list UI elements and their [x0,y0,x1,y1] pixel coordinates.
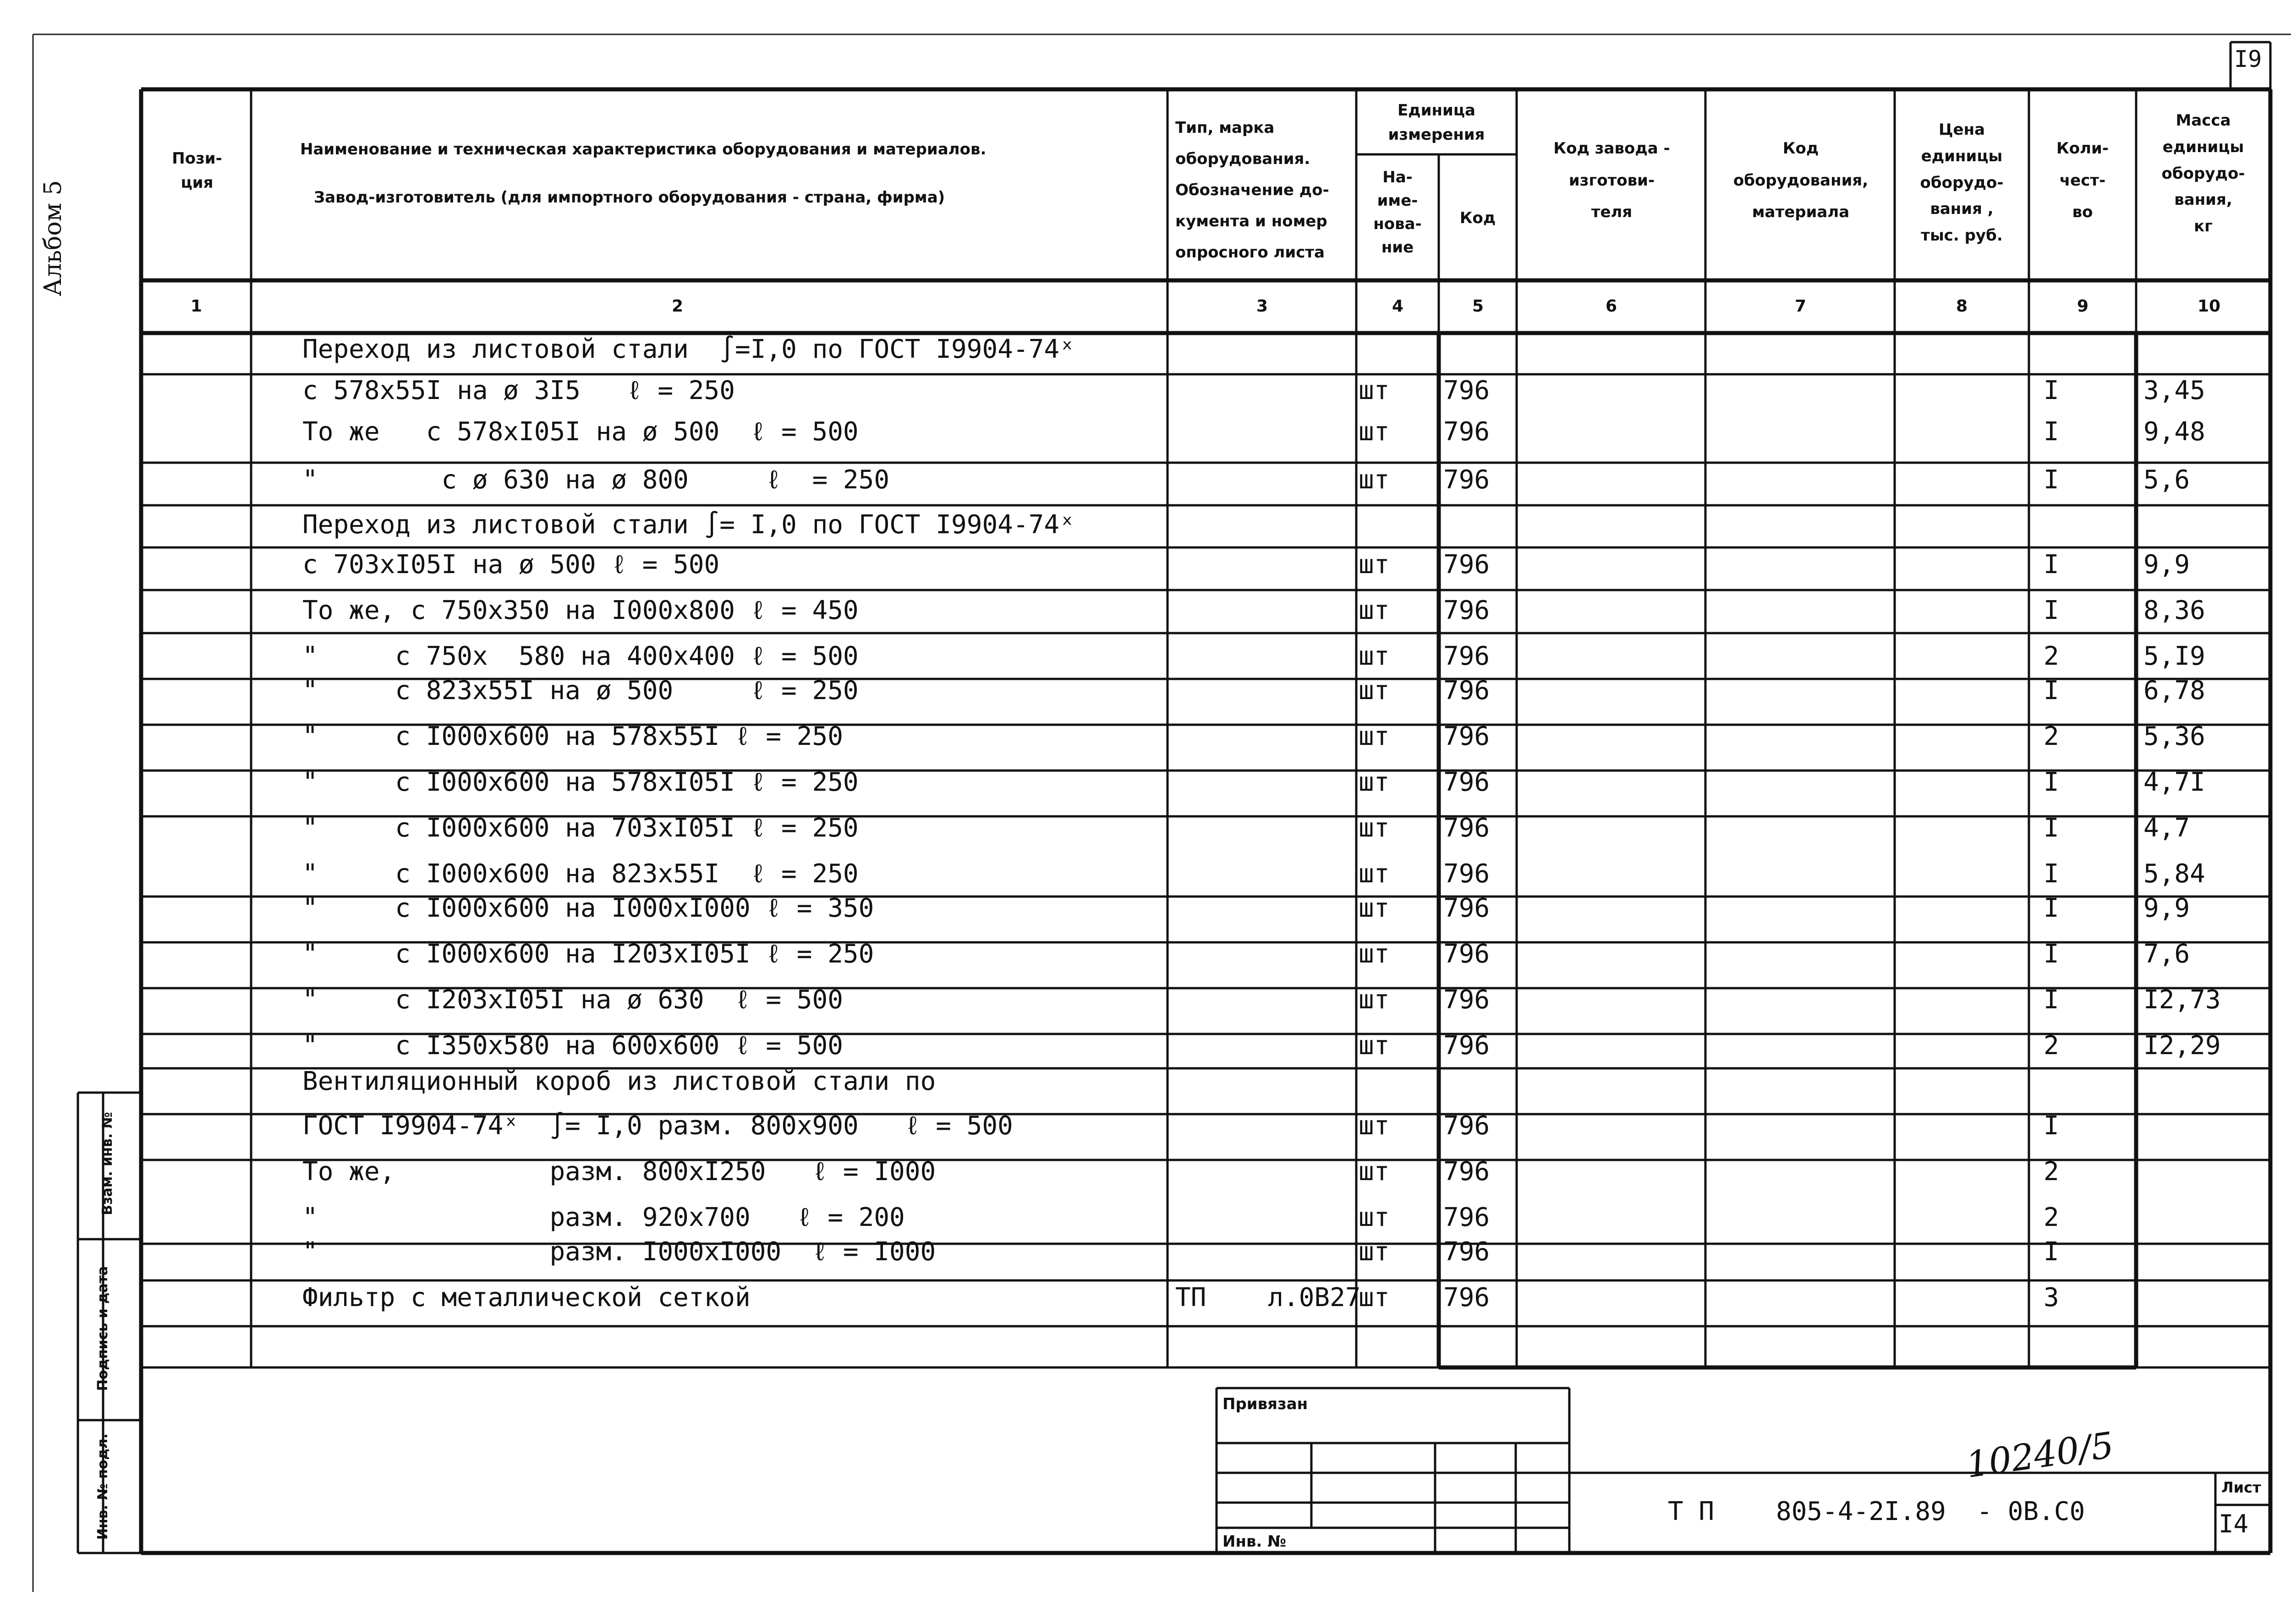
row-name: " с I350x580 на 600x600 ℓ = 500 [302,1031,843,1061]
row-mass: 3,45 [2143,376,2205,405]
row-quantity: 2 [2044,1157,2059,1187]
row-mass: 5,36 [2143,722,2205,751]
row-unit-code: 796 [1443,550,1490,580]
row-mass: 7,6 [2143,939,2190,969]
row-quantity: 2 [2044,641,2059,671]
row-name: " с I000x600 на 703xI05I ℓ = 250 [302,813,859,843]
row-mass: 8,36 [2143,596,2205,625]
row-quantity: I [2044,893,2059,923]
row-quantity: I [2044,767,2059,797]
row-mass: 4,7 [2143,813,2190,843]
column-number: 2 [672,297,684,316]
row-name: " разм. 920x700 ℓ = 200 [302,1203,905,1232]
header-quantity: Коли- чест- во [2056,139,2109,222]
header-position: Пози- ция [172,149,222,192]
row-mass: 9,9 [2143,893,2190,923]
row-unit: шт [1359,676,1390,705]
row-unit: шт [1359,859,1390,889]
row-name: Вентиляционный короб из листовой стали по [302,1066,936,1096]
handwritten-number: 10240/5 [1963,1424,2116,1487]
row-mass: 9,48 [2143,417,2205,447]
album-label: Альбом 5 [39,180,67,296]
header-mass: Масса единицы оборудо- вания, кг [2161,111,2245,236]
row-quantity: I [2044,1237,2059,1267]
row-quantity: I [2044,376,2059,405]
column-number: 9 [2077,297,2089,316]
row-unit-code: 796 [1443,893,1490,923]
stamp-vzam-inv: Взам. инв. № [99,1112,115,1215]
column-number: 7 [1795,297,1807,316]
row-quantity: 2 [2044,1203,2059,1232]
row-quantity: I [2044,985,2059,1015]
stamp-privyazan: Привязан [1222,1395,1308,1413]
header-name-line1: Наименование и техническая характеристика оборудования и материалов. [300,140,987,159]
row-unit: шт [1359,376,1390,405]
row-unit: шт [1359,596,1390,625]
row-mass: 5,84 [2143,859,2205,889]
row-unit: шт [1359,1203,1390,1232]
row-mass: 6,78 [2143,676,2205,705]
row-quantity: I [2044,939,2059,969]
row-unit-code: 796 [1443,376,1490,405]
row-quantity: I [2044,1111,2059,1141]
row-unit: шт [1359,550,1390,580]
row-unit-code: 796 [1443,1111,1490,1141]
row-name: " с 750x 580 на 400x400 ℓ = 500 [302,641,859,671]
row-name: " с I000x600 на I203xI05I ℓ = 250 [302,939,874,969]
row-unit: шт [1359,1237,1390,1267]
row-unit-code: 796 [1443,722,1490,751]
row-name: Переход из листовой стали ∫= I,0 по ГОСТ I9904-74ˣ [302,510,1075,540]
row-mass: I2,29 [2143,1031,2221,1061]
row-name: с 578x55I на ø 3I5 ℓ = 250 [302,376,735,405]
header-unit-code: Код [1459,209,1496,227]
row-unit: шт [1359,417,1390,447]
row-name: с 703xI05I на ø 500 ℓ = 500 [302,550,720,580]
row-mass: I2,73 [2143,985,2221,1015]
row-unit-code: 796 [1443,939,1490,969]
row-unit: шт [1359,722,1390,751]
row-unit-code: 796 [1443,767,1490,797]
row-name: " с 823x55I на ø 500 ℓ = 250 [302,676,859,705]
row-quantity: I [2044,859,2059,889]
row-unit-code: 796 [1443,1157,1490,1187]
row-name: " с I000x600 на I000xI000 ℓ = 350 [302,893,874,923]
row-unit-code: 796 [1443,465,1490,495]
row-quantity: I [2044,550,2059,580]
column-number: 4 [1392,297,1404,316]
row-name: " с ø 630 на ø 800 ℓ = 250 [302,465,890,495]
row-unit-code: 796 [1443,1203,1490,1232]
row-mass: 4,7I [2143,767,2205,797]
row-name: " разм. I000xI000 ℓ = I000 [302,1237,936,1267]
row-mass: 9,9 [2143,550,2190,580]
row-unit-code: 796 [1443,676,1490,705]
row-quantity: I [2044,813,2059,843]
row-name: " с I000x600 на 578xI05I ℓ = 250 [302,767,859,797]
row-name: Переход из листовой стали ∫=I,0 по ГОСТ I9904-74ˣ [302,334,1075,364]
row-unit: шт [1359,1031,1390,1061]
column-number: 10 [2198,297,2221,316]
row-unit-code: 796 [1443,1031,1490,1061]
row-mass: 5,6 [2143,465,2190,495]
row-quantity: I [2044,676,2059,705]
row-unit-code: 796 [1443,813,1490,843]
row-unit: шт [1359,1283,1390,1312]
row-unit: шт [1359,893,1390,923]
row-unit-code: 796 [1443,1283,1490,1312]
row-unit-code: 796 [1443,1237,1490,1267]
row-quantity: I [2044,596,2059,625]
row-quantity: 2 [2044,722,2059,751]
header-unit: Единица измерения [1388,101,1485,144]
row-quantity: I [2044,465,2059,495]
row-mass: 5,I9 [2143,641,2205,671]
list-number: I4 [2219,1509,2249,1538]
header-price: Цена единицы оборудо- вания , тыс. руб. [1920,120,2004,245]
row-name: " с I203xI05I на ø 630 ℓ = 500 [302,985,843,1015]
row-unit-code: 796 [1443,641,1490,671]
row-name: То же, с 750x350 на I000x800 ℓ = 450 [302,596,859,625]
column-number: 8 [1956,297,1968,316]
row-name: " с I000x600 на 578x55I ℓ = 250 [302,722,843,751]
column-number: 6 [1606,297,1617,316]
row-unit: шт [1359,767,1390,797]
row-unit-code: 796 [1443,859,1490,889]
row-unit: шт [1359,985,1390,1015]
row-unit: шт [1359,465,1390,495]
row-name: Фильтр с металлической сеткой [302,1283,751,1312]
row-name: То же с 578xI05I на ø 500 ℓ = 500 [302,417,859,447]
row-name: ГОСТ I9904-74ˣ ∫= I,0 разм. 800x900 ℓ = 500 [302,1111,1013,1141]
column-number: 5 [1472,297,1484,316]
column-number: 1 [191,297,203,316]
row-unit: шт [1359,1157,1390,1187]
sheet-number-top: I9 [2234,46,2262,72]
row-unit: шт [1359,813,1390,843]
header-type-doc: Тип, марка оборудования. Обозначение до- кумента и номер опросного листа [1175,119,1329,262]
row-unit: шт [1359,1111,1390,1141]
row-quantity: 2 [2044,1031,2059,1061]
header-unit-name: На- име- нова- ние [1373,168,1422,257]
row-name: " с I000x600 на 823x55I ℓ = 250 [302,859,859,889]
row-unit-code: 796 [1443,596,1490,625]
header-factory-code: Код завода - изготови- теля [1553,139,1670,222]
row-unit: шт [1359,641,1390,671]
header-name-line2: Завод-изготовитель (для импортного оборудования - страна, фирма) [314,188,945,207]
stamp-inv-no: Инв. № [1222,1532,1287,1551]
header-equipment-code: Код оборудования, материала [1733,139,1869,222]
row-quantity: 3 [2044,1283,2059,1312]
stamp-inv-podl: Инв. № подл. [95,1433,111,1540]
row-quantity: I [2044,417,2059,447]
row-unit: шт [1359,939,1390,969]
stamp-podpis-data: Подпись и дата [95,1266,111,1391]
row-unit-code: 796 [1443,985,1490,1015]
column-number: 3 [1256,297,1268,316]
row-unit-code: 796 [1443,417,1490,447]
row-name: То же, разм. 800xI250 ℓ = I000 [302,1157,936,1187]
document-code: Т П 805-4-2I.89 - 0В.С0 [1668,1497,2085,1526]
row-doc: ТП л.0В27 [1175,1283,1361,1312]
list-label: Лист [2221,1479,2261,1496]
